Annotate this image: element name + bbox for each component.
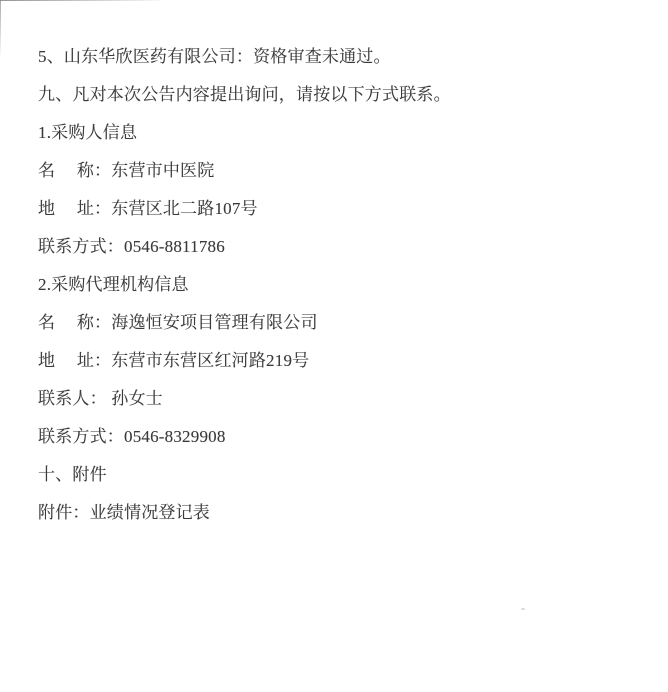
line-company5-review-result: 5、山东华欣医药有限公司：资格审查未通过。 (38, 47, 391, 66)
scan-edge-artifact-left (0, 0, 1, 56)
purchaser-phone: 联系方式：0546-8811786 (38, 237, 225, 256)
heading-section-9-contact: 九、凡对本次公告内容提出询问，请按以下方式联系。 (38, 85, 451, 104)
purchaser-address: 地 址：东营区北二路107号 (38, 199, 258, 218)
agency-phone: 联系方式：0546-8329908 (38, 427, 226, 446)
heading-section-10-attachment: 十、附件 (38, 465, 107, 484)
scan-speck-artifact (521, 608, 525, 610)
heading-agency-info: 2.采购代理机构信息 (38, 275, 189, 294)
purchaser-name: 名 称：东营市中医院 (38, 161, 215, 180)
heading-purchaser-info: 1.采购人信息 (38, 123, 138, 142)
attachment-name: 附件：业绩情况登记表 (38, 503, 210, 522)
agency-address: 地 址：东营市东营区红河路219号 (38, 351, 310, 370)
agency-name: 名 称：海逸恒安项目管理有限公司 (38, 313, 318, 332)
document-body (38, 47, 640, 541)
agency-contact-person: 联系人： 孙女士 (38, 389, 163, 408)
scan-edge-artifact-top (0, 0, 160, 1)
